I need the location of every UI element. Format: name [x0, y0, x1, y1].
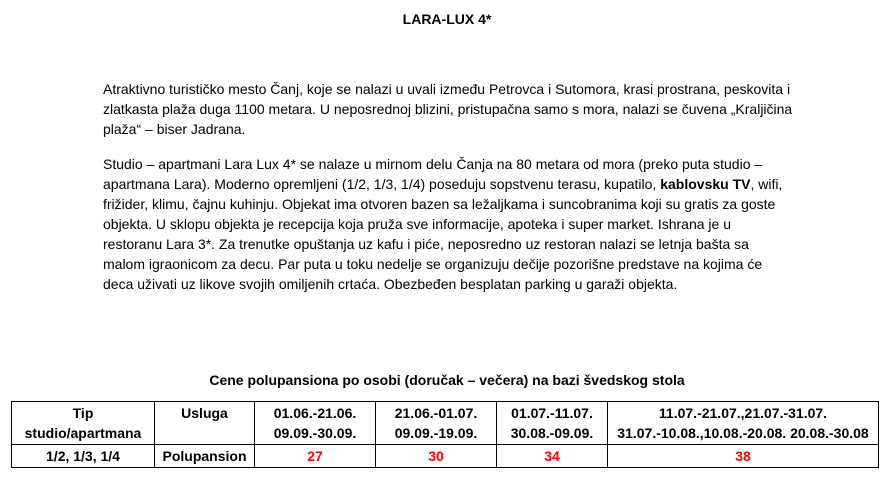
description-paragraph: [103, 154, 793, 294]
price-period-4: 38: [608, 445, 879, 468]
description-text-part2: , wifi, frižider, klimu, čajnu kuhinju. Objekat ima otvoren bazen sa ležaljkama i suncobranima koji su gratis za goste objekta. U sklopu objekta je recepcija koja pruža sve informacije, apoteka i super market. Ishrana je u restoranu Lara 3*. Za trenutke opuštanja uz kafu i piće, neposredno uz restoran nalazi se letnja bašta sa malom igraonicom za decu. Par puta u toku nedelje se organizuju dečije pozorišne predstave na kojima će deca uživati uz likove svojih omiljenih crtaća. Obezbeđen besplatan parking u garaži objekta.: [103, 176, 783, 292]
price-table: [11, 401, 879, 468]
price-table-row: [12, 445, 879, 468]
page-title: LARA-LUX 4*: [402, 11, 492, 27]
price-table-heading: Cene polupansiona po osobi (doručak – večera) na bazi švedskog stola: [209, 372, 685, 388]
header-period-3: 01.07.-11.07. 30.08.-09.09.: [497, 402, 608, 445]
price-period-2: 30: [376, 445, 497, 468]
row-usluga: Polupansion: [155, 445, 255, 468]
header-period-2: 21.06.-01.07. 09.09.-19.09.: [376, 402, 497, 445]
price-period-1: 27: [255, 445, 376, 468]
price-period-3: 34: [497, 445, 608, 468]
header-usluga: Usluga: [155, 402, 255, 445]
description-text-part1: Studio – apartmani Lara Lux 4* se nalaze u mirnom delu Čanja na 80 metara od mora (preko puta studio – apartmana Lara). Moderno opremljeni (1/2, 1/3, 1/4) poseduju sopstvenu terasu, kupatilo,: [103, 156, 763, 192]
row-tip: 1/2, 1/3, 1/4: [12, 445, 155, 468]
price-table-header-row: [12, 402, 879, 445]
description-bold-text: kablovsku TV: [660, 176, 751, 192]
header-tip: Tip studio/apartmana: [12, 402, 155, 445]
header-period-4: 11.07.-21.07.,21.07.-31.07. 31.07.-10.08.,10.08.-20.08. 20.08.-30.08: [608, 402, 879, 445]
header-period-1: 01.06.-21.06. 09.09.-30.09.: [255, 402, 376, 445]
intro-paragraph: Atraktivno turističko mesto Čanj, koje se nalazi u uvali između Petrovca i Sutomora, krasi prostrana, peskovita i zlatkasta plaža duga 1100 metara. U neposrednoj blizini, pristupačna samo s mora, nalazi se čuvena „Kraljičina plaža“ – biser Jadrana.: [103, 81, 793, 137]
